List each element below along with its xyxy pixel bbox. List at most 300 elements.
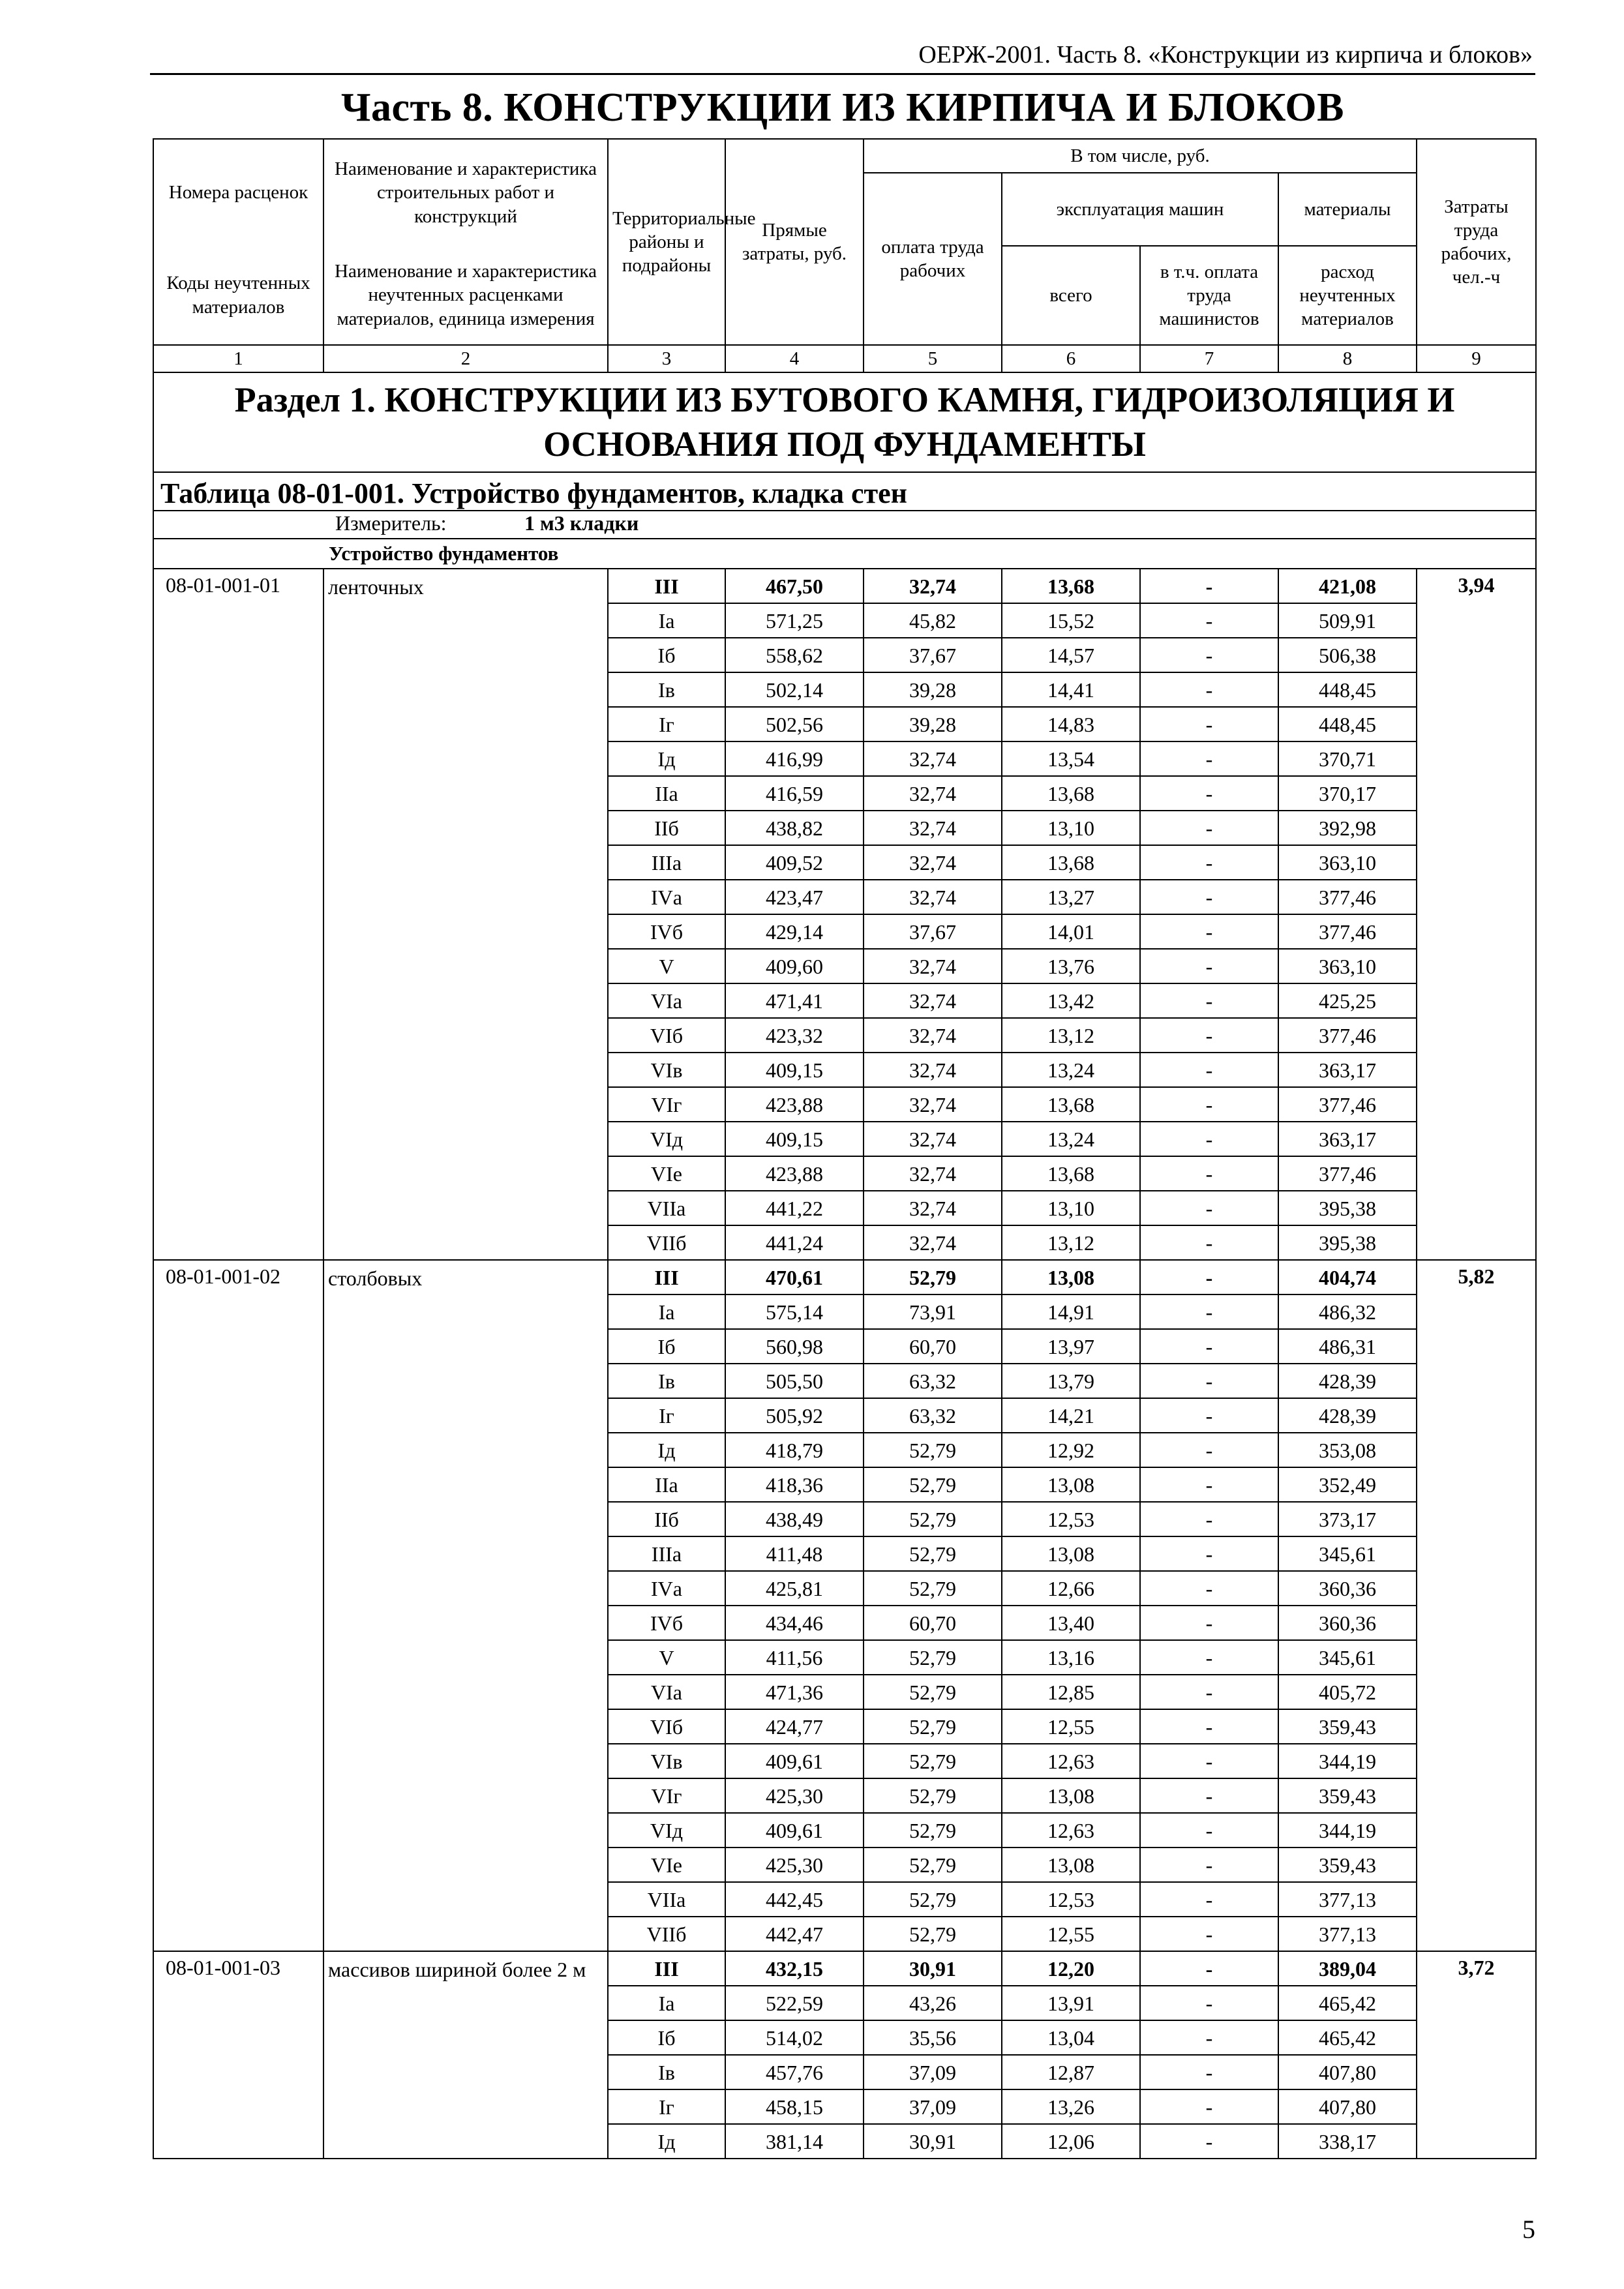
machinist-pay-cell: -	[1140, 1191, 1278, 1225]
labor-hours: 3,94	[1417, 569, 1536, 1260]
column-number: 5	[864, 345, 1002, 372]
labor-pay-cell: 37,67	[864, 914, 1002, 949]
table-row	[153, 1260, 1536, 1294]
machinist-pay-cell: -	[1140, 672, 1278, 707]
machines-total-cell: 13,42	[1002, 983, 1140, 1018]
machines-total-cell: 13,08	[1002, 1260, 1140, 1294]
materials-cell: 509,91	[1278, 603, 1417, 638]
labor-pay-cell: 35,56	[864, 2020, 1002, 2055]
machinist-pay-cell: -	[1140, 811, 1278, 845]
district-cell: IVб	[608, 1606, 725, 1640]
direct-cost-cell: 381,14	[725, 2124, 864, 2159]
direct-cost-cell: 441,24	[725, 1225, 864, 1260]
materials-cell: 486,31	[1278, 1329, 1417, 1364]
materials-cell: 370,71	[1278, 741, 1417, 776]
direct-cost-cell: 441,22	[725, 1191, 864, 1225]
column-numbers-row	[153, 345, 1536, 372]
labor-pay-cell: 43,26	[864, 1986, 1002, 2020]
labor-pay-cell: 32,74	[864, 1122, 1002, 1156]
machinist-pay-cell: -	[1140, 845, 1278, 880]
machinist-pay-cell: -	[1140, 603, 1278, 638]
labor-pay-cell: 32,74	[864, 1018, 1002, 1053]
machines-total-cell: 12,87	[1002, 2055, 1140, 2089]
district-cell: III	[608, 1951, 725, 1986]
machinist-pay-cell: -	[1140, 1744, 1278, 1778]
direct-cost-cell: 423,47	[725, 880, 864, 914]
machines-total-cell: 13,12	[1002, 1225, 1140, 1260]
materials-cell: 486,32	[1278, 1294, 1417, 1329]
machines-total-cell: 13,24	[1002, 1053, 1140, 1087]
direct-cost-cell: 424,77	[725, 1709, 864, 1744]
machinist-pay-cell: -	[1140, 1813, 1278, 1848]
district-cell: Iа	[608, 1986, 725, 2020]
machines-total-cell: 12,66	[1002, 1571, 1140, 1606]
direct-cost-cell: 505,50	[725, 1364, 864, 1398]
labor-pay-cell: 32,74	[864, 845, 1002, 880]
district-cell: III	[608, 569, 725, 603]
rate-code: 08-01-001-03	[153, 1951, 323, 2159]
machinist-pay-cell: -	[1140, 2055, 1278, 2089]
work-name: ленточных	[323, 569, 608, 1260]
machines-total-cell: 13,91	[1002, 1986, 1140, 2020]
district-cell: V	[608, 949, 725, 983]
labor-pay-cell: 32,74	[864, 569, 1002, 603]
machinist-pay-cell: -	[1140, 569, 1278, 603]
machinist-pay-cell: -	[1140, 1364, 1278, 1398]
direct-cost-cell: 571,25	[725, 603, 864, 638]
labor-pay-cell: 52,79	[864, 1675, 1002, 1709]
district-cell: VIа	[608, 1675, 725, 1709]
labor-pay-cell: 52,79	[864, 1744, 1002, 1778]
materials-cell: 404,74	[1278, 1260, 1417, 1294]
district-cell: Iб	[608, 2020, 725, 2055]
machines-total-cell: 13,08	[1002, 1536, 1140, 1571]
materials-cell: 377,46	[1278, 880, 1417, 914]
machinist-pay-cell: -	[1140, 638, 1278, 672]
materials-cell: 363,10	[1278, 845, 1417, 880]
district-cell: VIе	[608, 1848, 725, 1882]
district-cell: VIIа	[608, 1191, 725, 1225]
rates-table	[153, 138, 1537, 2159]
direct-cost-cell: 423,88	[725, 1156, 864, 1191]
labor-pay-cell: 52,79	[864, 1882, 1002, 1917]
machines-total-cell: 13,12	[1002, 1018, 1140, 1053]
materials-cell: 360,36	[1278, 1571, 1417, 1606]
labor-pay-cell: 52,79	[864, 1433, 1002, 1467]
district-cell: VIб	[608, 1018, 725, 1053]
materials-cell: 395,38	[1278, 1191, 1417, 1225]
labor-pay-cell: 52,79	[864, 1778, 1002, 1813]
machines-total-cell: 13,10	[1002, 1191, 1140, 1225]
labor-pay-cell: 32,74	[864, 949, 1002, 983]
direct-cost-cell: 470,61	[725, 1260, 864, 1294]
district-cell: Iд	[608, 741, 725, 776]
col5-header: оплата труда рабочих	[864, 173, 1002, 345]
direct-cost-cell: 409,52	[725, 845, 864, 880]
table-title: Таблица 08-01-001. Устройство фундаментов, кладка стен	[153, 472, 1536, 511]
machines-total-cell: 14,41	[1002, 672, 1140, 707]
machinist-pay-cell: -	[1140, 2124, 1278, 2159]
direct-cost-cell: 560,98	[725, 1329, 864, 1364]
table-row	[153, 1951, 1536, 1986]
meter-label: Измеритель:	[335, 511, 447, 535]
machines-total-cell: 13,04	[1002, 2020, 1140, 2055]
labor-pay-cell: 63,32	[864, 1364, 1002, 1398]
district-cell: VIв	[608, 1053, 725, 1087]
machinist-pay-cell: -	[1140, 1675, 1278, 1709]
machinist-pay-cell: -	[1140, 1225, 1278, 1260]
machinist-pay-cell: -	[1140, 1329, 1278, 1364]
machinist-pay-cell: -	[1140, 1882, 1278, 1917]
machines-header: эксплуатация машин	[1002, 173, 1278, 246]
district-cell: III	[608, 1260, 725, 1294]
meter-value: 1 м3 кладки	[524, 511, 639, 535]
part-title: Часть 8. КОНСТРУКЦИИ ИЗ КИРПИЧА И БЛОКОВ	[340, 85, 1345, 130]
labor-pay-cell: 39,28	[864, 672, 1002, 707]
machines-total-cell: 13,68	[1002, 776, 1140, 811]
machines-total-cell: 12,53	[1002, 1502, 1140, 1536]
materials-cell: 344,19	[1278, 1813, 1417, 1848]
materials-cell: 377,46	[1278, 1087, 1417, 1122]
direct-cost-cell: 471,36	[725, 1675, 864, 1709]
materials-cell: 353,08	[1278, 1433, 1417, 1467]
col2-bottom-header: Наименование и характеристика неучтенных расценками материалов, единица измерения	[323, 246, 608, 345]
col3-header: Территориальные районы и подрайоны	[608, 139, 725, 345]
machines-total-cell: 13,68	[1002, 1087, 1140, 1122]
machinist-pay-cell: -	[1140, 949, 1278, 983]
col4-header: Прямые затраты, руб.	[725, 139, 864, 345]
machines-total-cell: 13,08	[1002, 1848, 1140, 1882]
rate-code: 08-01-001-02	[153, 1260, 323, 1951]
col8-header: расход неучтенных материалов	[1278, 246, 1417, 345]
district-cell: VIд	[608, 1122, 725, 1156]
col1-bottom-header: Коды неучтенных материалов	[153, 246, 323, 345]
machinist-pay-cell: -	[1140, 1709, 1278, 1744]
direct-cost-cell: 411,48	[725, 1536, 864, 1571]
machinist-pay-cell: -	[1140, 1018, 1278, 1053]
materials-cell: 448,45	[1278, 672, 1417, 707]
machinist-pay-cell: -	[1140, 1156, 1278, 1191]
column-number: 2	[323, 345, 608, 372]
materials-cell: 389,04	[1278, 1951, 1417, 1986]
machines-total-cell: 13,26	[1002, 2089, 1140, 2124]
machinist-pay-cell: -	[1140, 1536, 1278, 1571]
materials-cell: 405,72	[1278, 1675, 1417, 1709]
labor-pay-cell: 30,91	[864, 2124, 1002, 2159]
direct-cost-cell: 432,15	[725, 1951, 864, 1986]
district-cell: VIд	[608, 1813, 725, 1848]
labor-pay-cell: 32,74	[864, 880, 1002, 914]
col7-header: в т.ч. оплата труда машинистов	[1140, 246, 1278, 345]
machinist-pay-cell: -	[1140, 1640, 1278, 1675]
materials-cell: 377,46	[1278, 1156, 1417, 1191]
column-number: 9	[1417, 345, 1536, 372]
direct-cost-cell: 442,47	[725, 1917, 864, 1951]
col6-header: всего	[1002, 246, 1140, 345]
district-cell: IVб	[608, 914, 725, 949]
machines-total-cell: 13,08	[1002, 1467, 1140, 1502]
col2-top-header: Наименование и характеристика строительных работ и конструкций	[323, 139, 608, 246]
rate-code: 08-01-001-01	[153, 569, 323, 1260]
column-number: 3	[608, 345, 725, 372]
machines-total-cell: 12,55	[1002, 1917, 1140, 1951]
machines-total-cell: 12,92	[1002, 1433, 1140, 1467]
machinist-pay-cell: -	[1140, 1433, 1278, 1467]
machines-total-cell: 12,53	[1002, 1882, 1140, 1917]
district-cell: VIг	[608, 1778, 725, 1813]
labor-pay-cell: 52,79	[864, 1848, 1002, 1882]
machinist-pay-cell: -	[1140, 707, 1278, 741]
machines-total-cell: 12,20	[1002, 1951, 1140, 1986]
machinist-pay-cell: -	[1140, 914, 1278, 949]
district-cell: IIIа	[608, 845, 725, 880]
machines-total-cell: 12,55	[1002, 1709, 1140, 1744]
materials-cell: 344,19	[1278, 1744, 1417, 1778]
materials-cell: 373,17	[1278, 1502, 1417, 1536]
direct-cost-cell: 418,79	[725, 1433, 864, 1467]
direct-cost-cell: 502,56	[725, 707, 864, 741]
materials-cell: 352,49	[1278, 1467, 1417, 1502]
labor-pay-cell: 52,79	[864, 1260, 1002, 1294]
page-number: 5	[1522, 2215, 1535, 2244]
machines-total-cell: 15,52	[1002, 603, 1140, 638]
direct-cost-cell: 416,59	[725, 776, 864, 811]
machinist-pay-cell: -	[1140, 1986, 1278, 2020]
machinist-pay-cell: -	[1140, 1294, 1278, 1329]
machines-total-cell: 13,79	[1002, 1364, 1140, 1398]
machinist-pay-cell: -	[1140, 1571, 1278, 1606]
district-cell: Iб	[608, 1329, 725, 1364]
direct-cost-cell: 409,61	[725, 1744, 864, 1778]
machines-total-cell: 14,91	[1002, 1294, 1140, 1329]
direct-cost-cell: 522,59	[725, 1986, 864, 2020]
labor-pay-cell: 52,79	[864, 1813, 1002, 1848]
labor-pay-cell: 37,09	[864, 2089, 1002, 2124]
machines-total-cell: 13,68	[1002, 845, 1140, 880]
district-cell: IIб	[608, 811, 725, 845]
machinist-pay-cell: -	[1140, 1606, 1278, 1640]
direct-cost-cell: 438,82	[725, 811, 864, 845]
machinist-pay-cell: -	[1140, 1398, 1278, 1433]
labor-pay-cell: 45,82	[864, 603, 1002, 638]
materials-cell: 360,36	[1278, 1606, 1417, 1640]
column-number: 6	[1002, 345, 1140, 372]
direct-cost-cell: 458,15	[725, 2089, 864, 2124]
materials-cell: 377,46	[1278, 1018, 1417, 1053]
direct-cost-cell: 409,15	[725, 1122, 864, 1156]
district-cell: VIа	[608, 983, 725, 1018]
machinist-pay-cell: -	[1140, 1502, 1278, 1536]
machinist-pay-cell: -	[1140, 776, 1278, 811]
machinist-pay-cell: -	[1140, 1053, 1278, 1087]
labor-pay-cell: 52,79	[864, 1571, 1002, 1606]
district-cell: Iб	[608, 638, 725, 672]
labor-pay-cell: 52,79	[864, 1709, 1002, 1744]
machines-total-cell: 13,76	[1002, 949, 1140, 983]
district-cell: Iв	[608, 1364, 725, 1398]
direct-cost-cell: 425,30	[725, 1778, 864, 1813]
direct-cost-cell: 434,46	[725, 1606, 864, 1640]
machines-total-cell: 12,63	[1002, 1813, 1140, 1848]
materials-cell: 506,38	[1278, 638, 1417, 672]
machinist-pay-cell: -	[1140, 1778, 1278, 1813]
direct-cost-cell: 514,02	[725, 2020, 864, 2055]
machinist-pay-cell: -	[1140, 1848, 1278, 1882]
direct-cost-cell: 558,62	[725, 638, 864, 672]
direct-cost-cell: 425,81	[725, 1571, 864, 1606]
district-cell: VIIа	[608, 1882, 725, 1917]
column-number: 4	[725, 345, 864, 372]
machines-total-cell: 12,06	[1002, 2124, 1140, 2159]
materials-cell: 421,08	[1278, 569, 1417, 603]
machines-total-cell: 13,27	[1002, 880, 1140, 914]
materials-cell: 363,10	[1278, 949, 1417, 983]
direct-cost-cell: 429,14	[725, 914, 864, 949]
district-cell: Iг	[608, 1398, 725, 1433]
materials-header: материалы	[1278, 173, 1417, 246]
labor-hours: 3,72	[1417, 1951, 1536, 2159]
materials-cell: 345,61	[1278, 1640, 1417, 1675]
machinist-pay-cell: -	[1140, 2020, 1278, 2055]
direct-cost-cell: 575,14	[725, 1294, 864, 1329]
district-cell: Iг	[608, 707, 725, 741]
materials-cell: 465,42	[1278, 2020, 1417, 2055]
district-cell: Iв	[608, 672, 725, 707]
machines-total-cell: 14,83	[1002, 707, 1140, 741]
labor-pay-cell: 32,74	[864, 1191, 1002, 1225]
direct-cost-cell: 423,88	[725, 1087, 864, 1122]
direct-cost-cell: 411,56	[725, 1640, 864, 1675]
including-header: В том числе, руб.	[864, 139, 1417, 173]
col9-header: Затраты труда рабочих, чел.-ч	[1417, 139, 1536, 345]
machines-total-cell: 13,68	[1002, 1156, 1140, 1191]
machines-total-cell: 13,40	[1002, 1606, 1140, 1640]
machinist-pay-cell: -	[1140, 1951, 1278, 1986]
machines-total-cell: 13,97	[1002, 1329, 1140, 1364]
machines-total-cell: 14,57	[1002, 638, 1140, 672]
district-cell: VIб	[608, 1709, 725, 1744]
district-cell: VIIб	[608, 1917, 725, 1951]
labor-pay-cell: 37,09	[864, 2055, 1002, 2089]
labor-pay-cell: 52,79	[864, 1467, 1002, 1502]
labor-pay-cell: 32,74	[864, 776, 1002, 811]
machinist-pay-cell: -	[1140, 1260, 1278, 1294]
machinist-pay-cell: -	[1140, 1467, 1278, 1502]
direct-cost-cell: 409,61	[725, 1813, 864, 1848]
labor-pay-cell: 60,70	[864, 1329, 1002, 1364]
district-cell: VIг	[608, 1087, 725, 1122]
labor-pay-cell: 32,74	[864, 741, 1002, 776]
materials-cell: 448,45	[1278, 707, 1417, 741]
direct-cost-cell: 502,14	[725, 672, 864, 707]
district-cell: Iа	[608, 603, 725, 638]
district-cell: Iа	[608, 1294, 725, 1329]
materials-cell: 363,17	[1278, 1122, 1417, 1156]
direct-cost-cell: 423,32	[725, 1018, 864, 1053]
materials-cell: 425,25	[1278, 983, 1417, 1018]
machinist-pay-cell: -	[1140, 741, 1278, 776]
labor-pay-cell: 37,67	[864, 638, 1002, 672]
district-cell: Iв	[608, 2055, 725, 2089]
direct-cost-cell: 471,41	[725, 983, 864, 1018]
labor-pay-cell: 52,79	[864, 1536, 1002, 1571]
materials-cell: 359,43	[1278, 1709, 1417, 1744]
district-cell: VIв	[608, 1744, 725, 1778]
direct-cost-cell: 425,30	[725, 1848, 864, 1882]
materials-cell: 465,42	[1278, 1986, 1417, 2020]
materials-cell: 407,80	[1278, 2089, 1417, 2124]
col1-top-header: Номера расценок	[153, 139, 323, 246]
district-cell: IIIа	[608, 1536, 725, 1571]
unit-of-measure	[153, 511, 1536, 539]
direct-cost-cell: 457,76	[725, 2055, 864, 2089]
materials-cell: 363,17	[1278, 1053, 1417, 1087]
labor-pay-cell: 52,79	[864, 1502, 1002, 1536]
machines-total-cell: 13,16	[1002, 1640, 1140, 1675]
district-cell: IVа	[608, 1571, 725, 1606]
materials-cell: 370,17	[1278, 776, 1417, 811]
header-rule	[150, 73, 1535, 75]
machinist-pay-cell: -	[1140, 1087, 1278, 1122]
district-cell: VIе	[608, 1156, 725, 1191]
district-cell: Iд	[608, 1433, 725, 1467]
running-header: ОЕРЖ-2001. Часть 8. «Конструкции из кирпича и блоков»	[918, 41, 1533, 68]
machines-total-cell: 12,63	[1002, 1744, 1140, 1778]
labor-pay-cell: 63,32	[864, 1398, 1002, 1433]
direct-cost-cell: 416,99	[725, 741, 864, 776]
materials-cell: 338,17	[1278, 2124, 1417, 2159]
direct-cost-cell: 442,45	[725, 1882, 864, 1917]
labor-pay-cell: 52,79	[864, 1640, 1002, 1675]
district-cell: IIб	[608, 1502, 725, 1536]
district-cell: Iг	[608, 2089, 725, 2124]
machinist-pay-cell: -	[1140, 1122, 1278, 1156]
machinist-pay-cell: -	[1140, 2089, 1278, 2124]
section-title: Раздел 1. КОНСТРУКЦИИ ИЗ БУТОВОГО КАМНЯ, ГИДРОИЗОЛЯЦИЯ И ОСНОВАНИЯ ПОД ФУНДАМЕНТЫ	[153, 372, 1536, 472]
column-number: 7	[1140, 345, 1278, 372]
machines-total-cell: 13,24	[1002, 1122, 1140, 1156]
labor-pay-cell: 32,74	[864, 1053, 1002, 1087]
district-cell: VIIб	[608, 1225, 725, 1260]
machines-total-cell: 14,01	[1002, 914, 1140, 949]
labor-pay-cell: 39,28	[864, 707, 1002, 741]
materials-cell: 392,98	[1278, 811, 1417, 845]
materials-cell: 428,39	[1278, 1398, 1417, 1433]
machinist-pay-cell: -	[1140, 983, 1278, 1018]
labor-pay-cell: 32,74	[864, 1156, 1002, 1191]
materials-cell: 359,43	[1278, 1848, 1417, 1882]
materials-cell: 359,43	[1278, 1778, 1417, 1813]
materials-cell: 345,61	[1278, 1536, 1417, 1571]
district-cell: IIа	[608, 776, 725, 811]
labor-pay-cell: 60,70	[864, 1606, 1002, 1640]
direct-cost-cell: 505,92	[725, 1398, 864, 1433]
column-number: 1	[153, 345, 323, 372]
machines-total-cell: 12,85	[1002, 1675, 1140, 1709]
machines-total-cell: 13,08	[1002, 1778, 1140, 1813]
labor-pay-cell: 32,74	[864, 811, 1002, 845]
direct-cost-cell: 409,15	[725, 1053, 864, 1087]
machines-total-cell: 13,54	[1002, 741, 1140, 776]
materials-cell: 407,80	[1278, 2055, 1417, 2089]
work-name: столбовых	[323, 1260, 608, 1951]
materials-cell: 395,38	[1278, 1225, 1417, 1260]
machines-total-cell: 13,10	[1002, 811, 1140, 845]
labor-pay-cell: 32,74	[864, 1087, 1002, 1122]
district-cell: IVа	[608, 880, 725, 914]
district-cell: IIа	[608, 1467, 725, 1502]
materials-cell: 377,13	[1278, 1882, 1417, 1917]
